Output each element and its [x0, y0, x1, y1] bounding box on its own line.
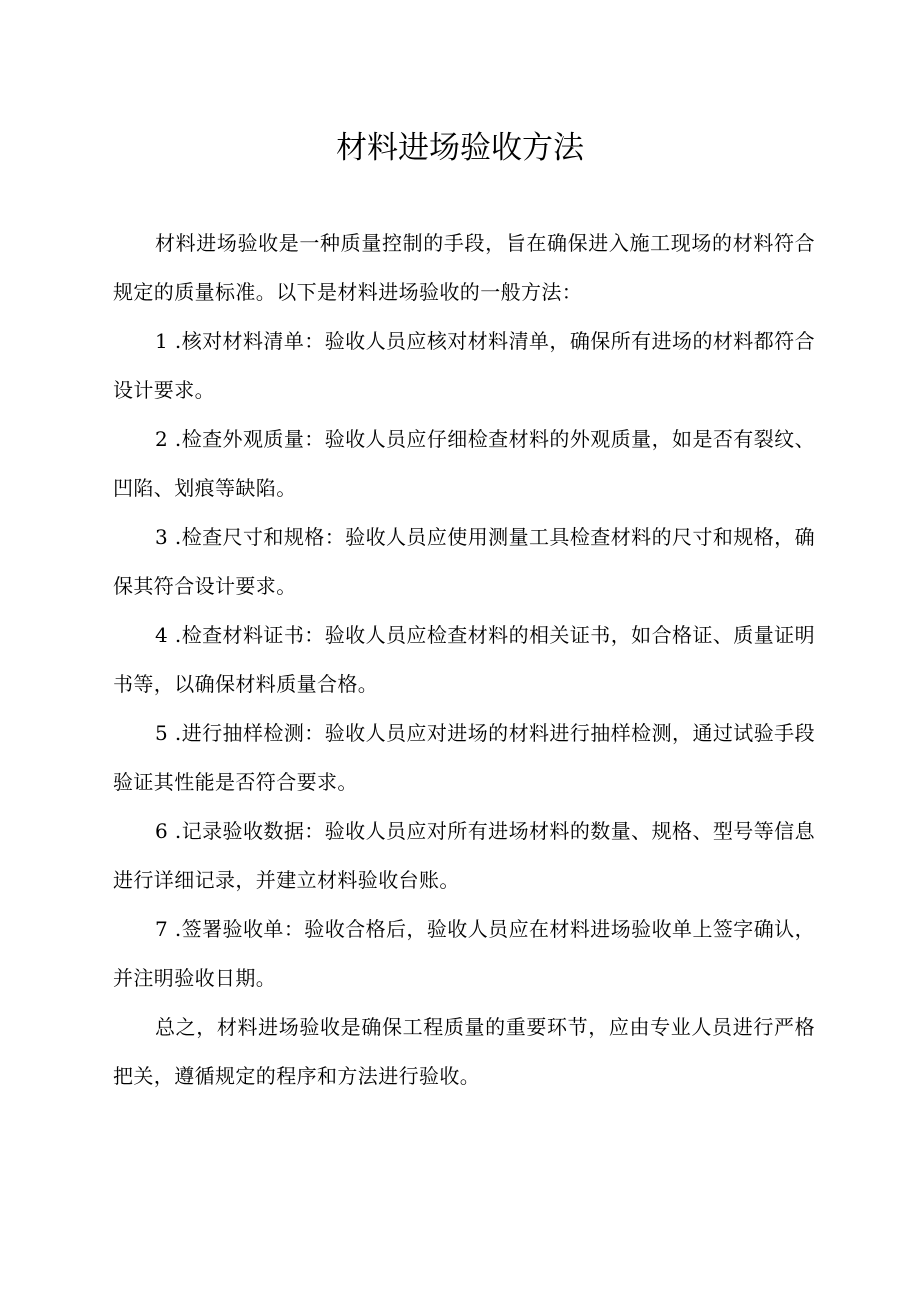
document-body	[113, 219, 815, 1101]
step-2-paragraph: 2 .检查外观质量：验收人员应仔细检查材料的外观质量，如是否有裂纹、凹陷、划痕等缺陷。	[113, 427, 815, 500]
step-7-paragraph: 7 .签署验收单：验收合格后，验收人员应在材料进场验收单上签字确认，并注明验收日期。	[113, 917, 815, 990]
intro-paragraph: 材料进场验收是一种质量控制的手段，旨在确保进入施工现场的材料符合规定的质量标准。以下是材料进场验收的一般方法：	[113, 231, 815, 304]
step-1-paragraph: 1 .核对材料清单：验收人员应核对材料清单，确保所有进场的材料都符合设计要求。	[113, 329, 815, 402]
step-3-paragraph: 3 .检查尺寸和规格：验收人员应使用测量工具检查材料的尺寸和规格，确保其符合设计要求。	[113, 525, 815, 598]
step-6-paragraph: 6 .记录验收数据：验收人员应对所有进场材料的数量、规格、型号等信息进行详细记录，并建立材料验收台账。	[113, 819, 815, 892]
document-title: 材料进场验收方法	[336, 130, 584, 166]
step-5-paragraph: 5 .进行抽样检测：验收人员应对进场的材料进行抽样检测，通过试验手段验证其性能是否符合要求。	[113, 721, 815, 794]
summary-paragraph: 总之，材料进场验收是确保工程质量的重要环节，应由专业人员进行严格把关，遵循规定的程序和方法进行验收。	[113, 1015, 815, 1088]
step-4-paragraph: 4 .检查材料证书：验收人员应检查材料的相关证书，如合格证、质量证明书等，以确保材料质量合格。	[113, 623, 815, 696]
